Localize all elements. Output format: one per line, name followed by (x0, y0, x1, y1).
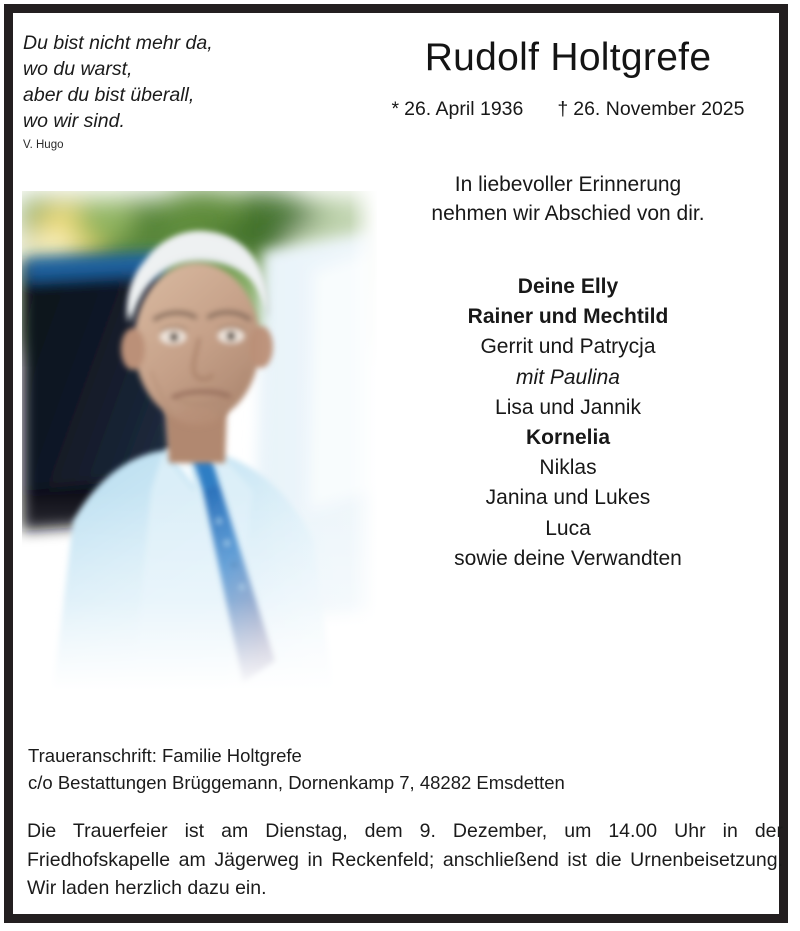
deceased-portrait-photo (13, 191, 377, 691)
quote-line-4: wo wir sind. (23, 110, 125, 132)
quote-line-3: aber du bist überall, (23, 84, 195, 106)
birth-date: 26. April 1936 (404, 98, 524, 120)
family-name-entry: Kornelia (525, 426, 611, 450)
death-date-item (557, 97, 744, 122)
memorial-quote (23, 30, 323, 152)
family-name-entry: Niklas (539, 456, 597, 480)
farewell-line-1: In liebevoller Erinnerung (454, 173, 682, 196)
address-line-2: c/o Bestattungen Brüggemann, Dornenkamp 7, 48282 Emsdetten (28, 772, 565, 793)
obituary-notice-frame (4, 4, 788, 923)
obituary-notice-body (13, 13, 783, 914)
family-name-entry: Janina und Lukes (485, 486, 651, 510)
quote-attribution: V. Hugo (23, 139, 64, 151)
farewell-message (358, 171, 778, 228)
family-name-entry: Gerrit und Patrycja (480, 335, 656, 359)
family-name-entry: Lisa und Jannik (495, 395, 641, 419)
deceased-name-block (358, 33, 778, 122)
deceased-name: Rudolf Holtgrefe (424, 36, 712, 79)
quote-line-1: Du bist nicht mehr da, (23, 32, 213, 54)
portrait-illustration (13, 191, 377, 691)
address-line-1: Traueranschrift: Familie Holtgrefe (28, 745, 302, 766)
family-name-entry: sowie deine Verwandten (454, 546, 682, 570)
quote-line-2: wo du warst, (23, 58, 133, 80)
ceremony-paragraph: Die Trauerfeier ist am Dienstag, dem 9. Dezember, um 14.00 Uhr in der Friedhofskapelle am Jägerweg in Reckenfeld; anschließend ist die Urnenbeisetzung. Wir laden herzlich dazu ein. (27, 820, 783, 899)
cross-icon: † (557, 98, 569, 120)
family-name-entry: Deine Elly (517, 275, 619, 298)
mourning-address (28, 742, 768, 796)
death-date: 26. November 2025 (573, 98, 745, 120)
birth-star-icon: * (391, 98, 400, 120)
family-name-entry: Luca (545, 516, 591, 540)
family-name-entry: Rainer und Mechtild (467, 305, 669, 329)
birth-date-item (392, 97, 524, 122)
family-name-entry: mit Paulina (516, 365, 620, 389)
ceremony-details (27, 817, 783, 903)
life-dates (358, 97, 778, 122)
family-names-list (358, 272, 778, 574)
farewell-line-2: nehmen wir Abschied von dir. (431, 201, 705, 225)
